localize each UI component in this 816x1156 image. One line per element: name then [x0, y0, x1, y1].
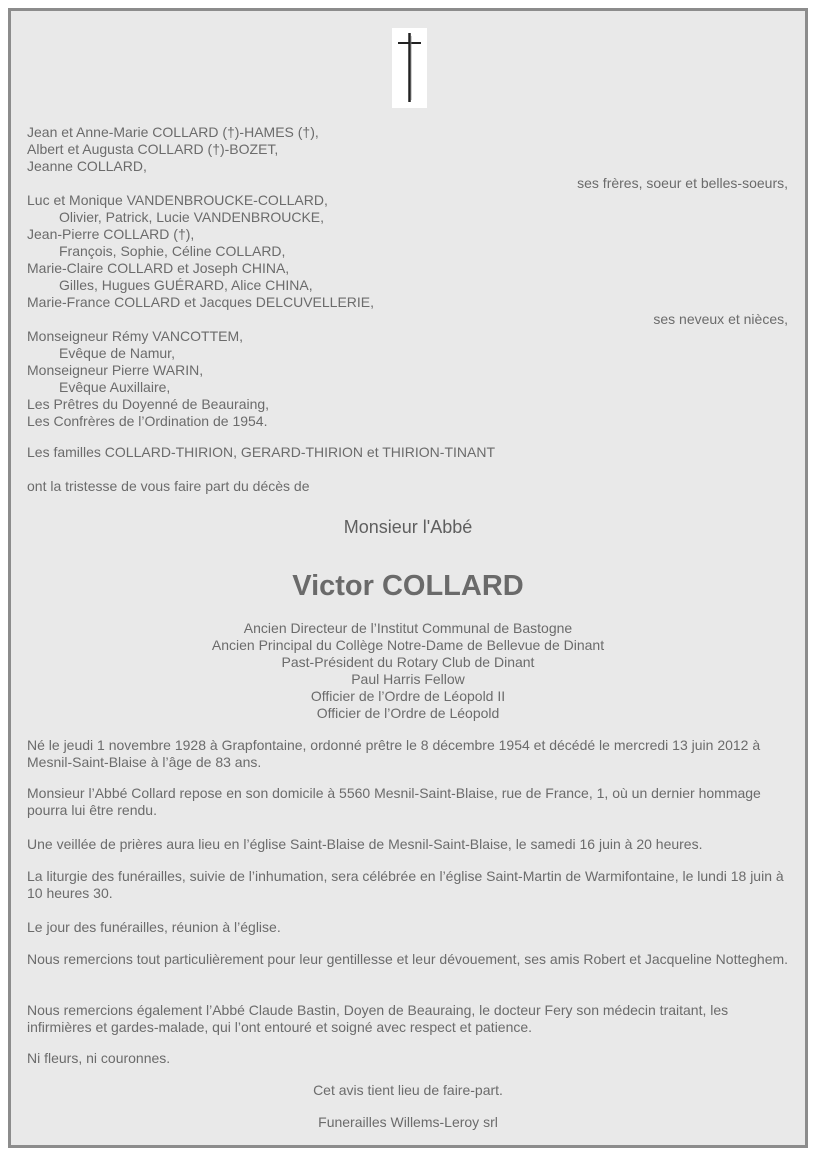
cross-icon — [392, 28, 427, 108]
family-line: Gilles, Hugues GUÉRARD, Alice CHINA, — [59, 277, 313, 293]
family-line: Luc et Monique VANDENBROUCKE-COLLARD, — [27, 192, 328, 208]
family-line: Olivier, Patrick, Lucie VANDENBROUCKE, — [59, 209, 325, 225]
liturgy-paragraph: La liturgie des funérailles, suivie de l’inhumation, sera célébrée en l’église Saint-Martin de Warmifontaine, le lundi 18 juin à 10 heures 30. — [27, 868, 784, 901]
families-line: Les familles COLLARD-THIRION, GERARD-THIRION et THIRION-TINANT — [27, 444, 496, 460]
family-line: Jean et Anne-Marie COLLARD (†)-HAMES (†), — [27, 124, 319, 140]
notice-line: Cet avis tient lieu de faire-part. — [313, 1082, 503, 1098]
funeral-home: Funerailles Willems-Leroy srl — [318, 1114, 498, 1130]
family-line: François, Sophie, Céline COLLARD, — [59, 243, 286, 259]
clergy-line: Les Prêtres du Doyenné de Beauraing, — [27, 396, 270, 412]
family-line: Jeanne COLLARD, — [27, 158, 147, 174]
title-line: Ancien Directeur de l’Institut Communal de Bastogne — [243, 620, 573, 636]
title-line: Past-Président du Rotary Club de Dinant — [281, 654, 535, 670]
clergy-line: Les Confrères de l’Ordination de 1954. — [27, 413, 268, 429]
siblings-role: ses frères, soeur et belles-soeurs, — [577, 175, 788, 191]
deceased-name: Victor COLLARD — [292, 570, 524, 602]
family-line: Marie-Claire COLLARD et Joseph CHINA, — [27, 260, 290, 276]
nephews-role: ses neveux et nièces, — [653, 311, 788, 327]
announcement: ont la tristesse de vous faire part du décès de — [27, 478, 310, 494]
title-line: Paul Harris Fellow — [351, 671, 465, 687]
birth-death-paragraph: Né le jeudi 1 novembre 1928 à Grapfontaine, ordonné prêtre le 8 décembre 1954 et décédé le mercredi 13 juin 2012 à Mesnil-Saint-Blaise à l’âge de 83 ans. — [27, 737, 761, 770]
family-line: Marie-France COLLARD et Jacques DELCUVELLERIE, — [27, 294, 375, 310]
family-line: Jean-Pierre COLLARD (†), — [27, 226, 195, 242]
thanks-paragraph: Nous remercions tout particulièrement pour leur gentillesse et leur dévouement, ses amis Robert et Jacqueline Notteghem. — [27, 951, 789, 967]
flowers-paragraph: Ni fleurs, ni couronnes. — [27, 1050, 171, 1066]
repose-paragraph: Monsieur l’Abbé Collard repose en son domicile à 5560 Mesnil-Saint-Blaise, rue de France, 1, où un dernier hommage pourra lui être rendu. — [27, 785, 761, 818]
thanks-paragraph: Nous remercions également l’Abbé Claude Bastin, Doyen de Beauraing, le docteur Fery son médecin traitant, les infirmières et gardes-malade, qui l’ont entouré et soigné avec respect et patience. — [27, 1002, 729, 1035]
clergy-line: Evêque de Namur, — [59, 345, 175, 361]
clergy-line: Evêque Auxillaire, — [59, 379, 171, 395]
title-line: Ancien Principal du Collège Notre-Dame de Bellevue de Dinant — [211, 637, 605, 653]
clergy-line: Monseigneur Rémy VANCOTTEM, — [27, 328, 244, 344]
honorific: Monsieur l'Abbé — [343, 517, 473, 537]
title-line: Officier de l’Ordre de Léopold II — [310, 688, 506, 704]
family-line: Albert et Augusta COLLARD (†)-BOZET, — [27, 141, 279, 157]
title-line: Officier de l’Ordre de Léopold — [316, 705, 500, 721]
death-notice — [8, 8, 808, 1148]
vigil-paragraph: Une veillée de prières aura lieu en l’église Saint-Blaise de Mesnil-Saint-Blaise, le samedi 16 juin à 20 heures. — [27, 836, 703, 852]
gathering-paragraph: Le jour des funérailles, réunion à l’église. — [27, 919, 281, 935]
clergy-line: Monseigneur Pierre WARIN, — [27, 362, 204, 378]
